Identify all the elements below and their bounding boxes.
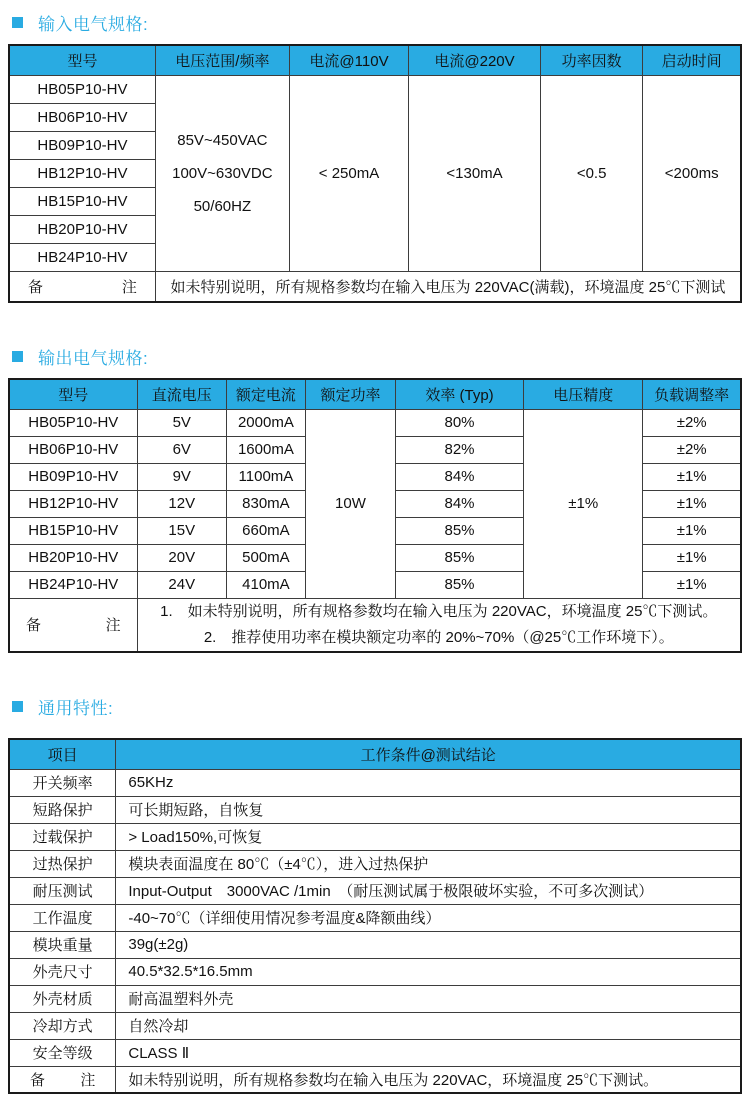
rated-power-cell: 10W — [305, 409, 395, 598]
model-cell: HB24P10-HV — [9, 243, 155, 271]
rated-current-cell: 410mA — [226, 571, 305, 598]
voltage-range-line: 100V~630VDC — [172, 164, 273, 182]
table-row — [9, 877, 741, 904]
model-cell: HB15P10-HV — [9, 187, 155, 215]
note-line-2: 2. 推荐使用功率在模块额定功率的 20%~70%（@25℃工作环境下）。 — [203, 628, 674, 646]
model-cell: HB15P10-HV — [9, 517, 137, 544]
table-row — [9, 796, 741, 823]
table-row — [9, 931, 741, 958]
note-row — [9, 271, 741, 302]
load-regulation-cell: ±1% — [643, 517, 741, 544]
header-cell-model: 型号 — [9, 45, 155, 75]
rated-current-cell: 2000mA — [226, 409, 305, 436]
header-cell-item: 项目 — [9, 739, 116, 769]
model-cell: HB12P10-HV — [9, 159, 155, 187]
input-spec-table — [8, 44, 742, 303]
dc-voltage-cell: 5V — [137, 409, 226, 436]
table-row — [9, 75, 741, 103]
dc-voltage-cell: 6V — [137, 436, 226, 463]
load-regulation-cell: ±1% — [643, 571, 741, 598]
section-bullet-icon — [12, 701, 23, 712]
model-cell: HB06P10-HV — [9, 436, 137, 463]
value-cell: 自然冷却 — [116, 1012, 741, 1039]
note-label-left: 备 — [26, 617, 42, 635]
item-cell: 耐压测试 — [9, 877, 116, 904]
table-header-row — [9, 739, 741, 769]
header-cell-rated-current: 额定电流 — [226, 379, 305, 409]
note-label-cell — [9, 598, 137, 652]
voltage-range-line: 85V~450VAC — [177, 131, 268, 149]
table-row — [9, 823, 741, 850]
rated-current-cell: 660mA — [226, 517, 305, 544]
item-cell: 工作温度 — [9, 904, 116, 931]
efficiency-cell: 85% — [395, 571, 523, 598]
header-cell-current-110v: 电流@110V — [289, 45, 408, 75]
value-cell: 65KHz — [116, 769, 741, 796]
voltage-range-cell — [155, 75, 289, 271]
model-cell: HB20P10-HV — [9, 215, 155, 243]
note-label-right: 注 — [105, 617, 121, 635]
efficiency-cell: 84% — [395, 463, 523, 490]
rated-current-cell: 500mA — [226, 544, 305, 571]
load-regulation-cell: ±1% — [643, 544, 741, 571]
output-spec-table — [8, 378, 742, 653]
current-110v-cell: < 250mA — [289, 75, 408, 271]
section-title-text: 输出电气规格: — [38, 349, 149, 368]
note-label-left: 备 — [28, 278, 44, 296]
dc-voltage-cell: 20V — [137, 544, 226, 571]
model-cell: HB24P10-HV — [9, 571, 137, 598]
table-row — [9, 1012, 741, 1039]
section-bullet-icon — [12, 351, 23, 362]
item-cell: 模块重量 — [9, 931, 116, 958]
model-cell: HB05P10-HV — [9, 409, 137, 436]
dc-voltage-cell: 9V — [137, 463, 226, 490]
model-cell: HB09P10-HV — [9, 131, 155, 159]
rated-current-cell: 830mA — [226, 490, 305, 517]
table-row — [9, 958, 741, 985]
rated-current-cell: 1600mA — [226, 436, 305, 463]
value-cell: -40~70℃（详细使用情况参考温度&降额曲线） — [116, 904, 741, 931]
load-regulation-cell: ±2% — [643, 409, 741, 436]
header-cell-voltage-precision: 电压精度 — [524, 379, 643, 409]
header-cell-model: 型号 — [9, 379, 137, 409]
note-label-cell — [9, 1066, 116, 1093]
table-header-row — [9, 379, 741, 409]
note-row — [9, 598, 741, 652]
table-row — [9, 1039, 741, 1066]
section-title-text: 通用特性: — [38, 699, 114, 718]
dc-voltage-cell: 15V — [137, 517, 226, 544]
item-cell: 外壳材质 — [9, 985, 116, 1012]
header-cell-current-220v: 电流@220V — [409, 45, 541, 75]
item-cell: 过热保护 — [9, 850, 116, 877]
note-label-right: 注 — [80, 1071, 96, 1089]
header-cell-condition: 工作条件@测试结论 — [116, 739, 741, 769]
header-cell-power-factor: 功率因数 — [540, 45, 642, 75]
load-regulation-cell: ±1% — [643, 463, 741, 490]
table-row — [9, 409, 741, 436]
note-row — [9, 1066, 741, 1093]
note-text-cell: 如未特别说明，所有规格参数均在输入电压为 220VAC，环境温度 25℃下测试。 — [116, 1066, 741, 1093]
header-cell-startup-time: 启动时间 — [643, 45, 741, 75]
model-cell: HB09P10-HV — [9, 463, 137, 490]
efficiency-cell: 80% — [395, 409, 523, 436]
table-header-row — [9, 45, 741, 75]
value-cell: 39g(±2g) — [116, 931, 741, 958]
note-line-1: 1. 如未特别说明，所有规格参数均在输入电压为 220VAC，环境温度 25℃下测试。 — [160, 602, 718, 620]
section-title-general — [12, 694, 750, 719]
item-cell: 开关频率 — [9, 769, 116, 796]
section-title-text: 输入电气规格: — [38, 15, 149, 34]
efficiency-cell: 84% — [395, 490, 523, 517]
header-cell-voltage-range: 电压范围/频率 — [155, 45, 289, 75]
value-cell: CLASS Ⅱ — [116, 1039, 741, 1066]
efficiency-cell: 82% — [395, 436, 523, 463]
item-cell: 过载保护 — [9, 823, 116, 850]
table-row — [9, 850, 741, 877]
load-regulation-cell: ±1% — [643, 490, 741, 517]
dc-voltage-cell: 24V — [137, 571, 226, 598]
current-220v-cell: <130mA — [409, 75, 541, 271]
header-cell-load-regulation: 负载调整率 — [643, 379, 741, 409]
header-cell-dc-voltage: 直流电压 — [137, 379, 226, 409]
note-text-cell: 如未特别说明，所有规格参数均在输入电压为 220VAC(满载)，环境温度 25℃下测试 — [155, 271, 741, 302]
note-text-cell — [137, 598, 741, 652]
value-cell: 耐高温塑料外壳 — [116, 985, 741, 1012]
item-cell: 冷却方式 — [9, 1012, 116, 1039]
item-cell: 安全等级 — [9, 1039, 116, 1066]
model-cell: HB05P10-HV — [9, 75, 155, 103]
general-characteristics-table — [8, 738, 742, 1094]
table-row — [9, 985, 741, 1012]
power-factor-cell: <0.5 — [540, 75, 642, 271]
model-cell: HB06P10-HV — [9, 103, 155, 131]
item-cell: 短路保护 — [9, 796, 116, 823]
value-cell: Input-Output 3000VAC /1min （耐压测试属于极限破坏实验，不可多次测试） — [116, 877, 741, 904]
section-title-input — [12, 0, 750, 35]
section-title-output — [12, 344, 750, 369]
header-cell-efficiency: 效率 (Typ) — [395, 379, 523, 409]
table-row — [9, 904, 741, 931]
value-cell: 可长期短路，自恢复 — [116, 796, 741, 823]
startup-time-cell: <200ms — [643, 75, 741, 271]
item-cell: 外壳尺寸 — [9, 958, 116, 985]
rated-current-cell: 1100mA — [226, 463, 305, 490]
efficiency-cell: 85% — [395, 544, 523, 571]
voltage-range-line: 50/60HZ — [193, 197, 252, 215]
note-label-left: 备 — [30, 1071, 46, 1089]
dc-voltage-cell: 12V — [137, 490, 226, 517]
model-cell: HB12P10-HV — [9, 490, 137, 517]
load-regulation-cell: ±2% — [643, 436, 741, 463]
table-row — [9, 769, 741, 796]
value-cell: 40.5*32.5*16.5mm — [116, 958, 741, 985]
value-cell: > Load150%,可恢复 — [116, 823, 741, 850]
note-label-right: 注 — [121, 278, 137, 296]
value-cell: 模块表面温度在 80℃（±4℃），进入过热保护 — [116, 850, 741, 877]
section-bullet-icon — [12, 17, 23, 28]
header-cell-rated-power: 额定功率 — [305, 379, 395, 409]
voltage-precision-cell: ±1% — [524, 409, 643, 598]
note-label-cell — [9, 271, 155, 302]
efficiency-cell: 85% — [395, 517, 523, 544]
model-cell: HB20P10-HV — [9, 544, 137, 571]
